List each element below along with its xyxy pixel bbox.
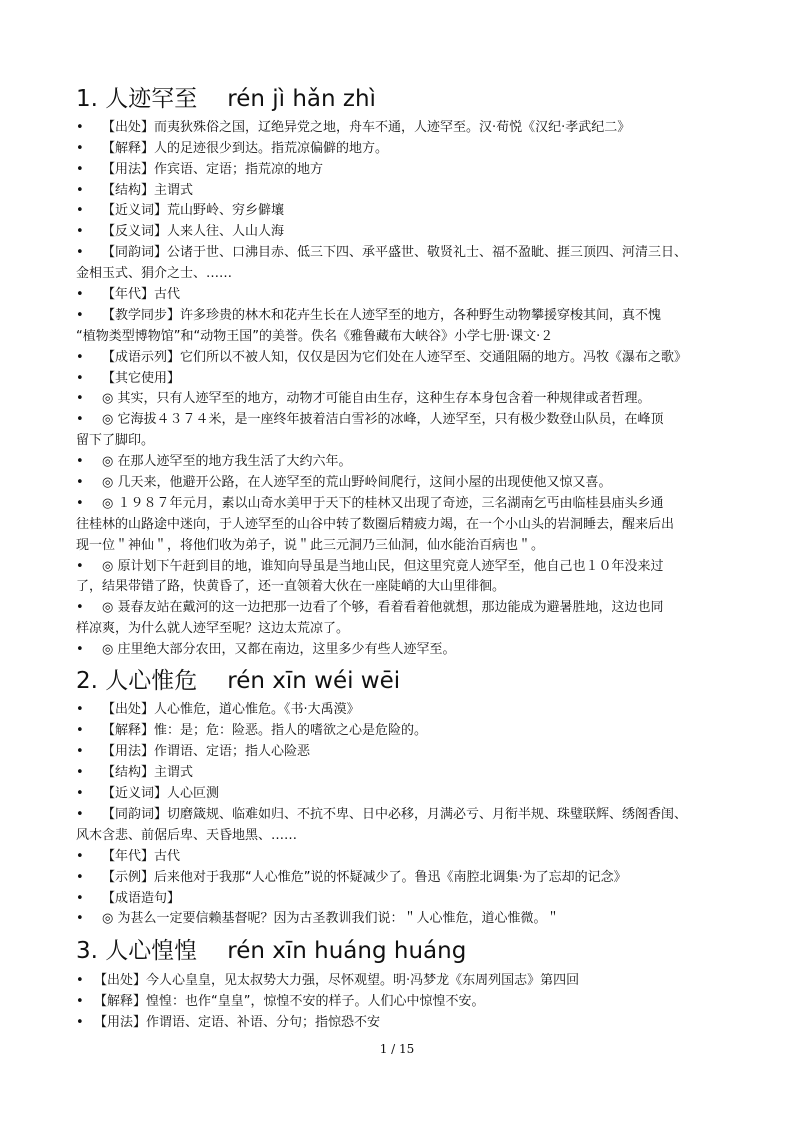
- entry-heading: [76, 666, 400, 696]
- list-item: • 【其它使用】: [76, 371, 181, 386]
- list-item: • ◎ １９８７年元月，素以山奇水美甲于天下的桂林又出现了奇迹，三名湖南乞丐由临桂县庙头乡通: [76, 496, 664, 511]
- list-item: • 【解释】惟：是；危：险恶。指人的嗜欲之心是危险的。: [76, 723, 428, 738]
- list-item: • ◎ 庄里绝大部分农田，又都在南边，这里多少有些人迹罕至。: [76, 642, 456, 657]
- page-number: 1 / 15: [379, 1042, 415, 1056]
- list-item: • ◎ 聂春友站在戴河的这一边把那一边看了个够，看着看着他就想，那边能成为避暑胜地，这边也同: [76, 600, 664, 615]
- list-item: • 【用法】作谓语、定语；指人心险恶: [76, 744, 311, 759]
- list-item-continuation: 现一位＂神仙＂，将他们收为弟子，说＂此三元洞乃三仙洞，仙水能治百病也＂。: [76, 538, 545, 553]
- list-item: • 【近义词】荒山野岭、穷乡僻壤: [76, 203, 285, 218]
- list-item: • 【成语示列】它们所以不被人知，仅仅是因为它们处在人迹罕至、交通阻隔的地方。冯牧《瀑布之歌》: [76, 350, 688, 365]
- entry-pinyin: rén xīn huáng huáng: [227, 938, 467, 964]
- list-item: • 【解释】惶惶：也作“皇皇”，惊惶不安的样子。人们心中惊惶不安。: [76, 994, 485, 1009]
- list-item-continuation: 留下了脚印。: [76, 433, 155, 448]
- list-item-continuation: 金相玉式、狷介之士、……: [76, 266, 233, 281]
- list-item: • ◎ 它海拔４３７４米，是一座终年披着洁白雪衫的冰峰，人迹罕至，只有极少数登山队员，在峰顶: [76, 412, 664, 427]
- list-item: • 【出处】今人心皇皇，见太叔势大力强，尽怀观望。明·冯梦龙《东周列国志》第四回: [76, 973, 580, 988]
- list-item: • 【出处】而夷狄殊俗之国，辽绝异党之地，舟车不通，人迹罕至。汉·荀悦《汉纪·孝武纪二》: [76, 120, 631, 135]
- list-item: • ◎ 在那人迹罕至的地方我生活了大约六年。: [76, 454, 352, 469]
- list-item: • 【示例】后来他对于我那“人心惟危”说的怀疑减少了。鲁迅《南腔北调集·为了忘却的记念》: [76, 870, 627, 885]
- list-item: • 【解释】人的足迹很少到达。指荒凉偏僻的地方。: [76, 141, 389, 156]
- list-item-continuation: 往桂林的山路途中迷向，于人迹罕至的山谷中转了数圈后精疲力竭，在一个小山头的岩洞睡去，醒来后出: [76, 517, 675, 532]
- list-item: • 【用法】作宾语、定语；指荒凉的地方: [76, 162, 324, 177]
- entry-title: 1. 人迹罕至: [76, 86, 198, 112]
- entry-title: 2. 人心惟危: [76, 668, 198, 694]
- list-item: • ◎ 原计划下午赶到目的地，谁知向导虽是当地山民，但这里究竟人迹罕至，他自己也１０年没来过: [76, 559, 664, 574]
- entry-heading: [76, 936, 466, 966]
- list-item: • 【年代】古代: [76, 849, 181, 864]
- list-item: • 【同韵词】切磨箴规、临难如归、不抗不卑、日中必移，月满必亏、月衔半规、珠璧联辉、绣阁香闺、: [76, 807, 688, 822]
- list-item: • 【出处】人心惟危，道心惟危。《书·大禹漠》: [76, 702, 360, 717]
- entry-pinyin: rén jì hǎn zhì: [227, 86, 376, 112]
- entry-pinyin: rén xīn wéi wēi: [227, 668, 401, 694]
- list-item: • 【反义词】人来人往、人山人海: [76, 224, 285, 239]
- list-item: • 【近义词】人心叵测: [76, 786, 220, 801]
- entry-title: 3. 人心惶惶: [76, 938, 198, 964]
- list-item: • 【教学同步】许多珍贵的林木和花卉生长在人迹罕至的地方，各种野生动物攀援穿梭其间，真不愧: [76, 308, 662, 323]
- list-item: • 【同韵词】公诸于世、口沸目赤、低三下四、承平盛世、敬贤礼士、福不盈眦、捱三顶四、河清三日、: [76, 245, 688, 260]
- list-item-continuation: 样凉爽，为什么就人迹罕至呢？这边太荒凉了。: [76, 621, 350, 636]
- list-item: • ◎ 为甚么一定要信赖基督呢？因为古圣教训我们说：＂人心惟危，道心惟微。＂: [76, 911, 560, 926]
- entry-heading: [76, 84, 376, 114]
- list-item-continuation: 了，结果带错了路，快黄昏了，还一直领着大伙在一座陡峭的大山里徘徊。: [76, 579, 506, 594]
- list-item: • 【结构】主谓式: [76, 183, 194, 198]
- list-item-continuation: 风木含悲、前倨后卑、天昏地黑、……: [76, 828, 298, 843]
- list-item: • 【结构】主谓式: [76, 765, 194, 780]
- list-item: • ◎ 其实，只有人迹罕至的地方，动物才可能自由生存，这种生存本身包含着一种规律或者哲理。: [76, 391, 651, 406]
- list-item: • 【年代】古代: [76, 287, 181, 302]
- list-item: • 【用法】作谓语、定语、补语、分句；指惊恐不安: [76, 1015, 381, 1030]
- list-item: • ◎ 几天来，他避开公路，在人迹罕至的荒山野岭间爬行，这间小屋的出现使他又惊又喜。: [76, 475, 612, 490]
- list-item: • 【成语造句】: [76, 891, 181, 906]
- list-item-continuation: “植物类型博物馆”和“动物王国”的美誉。佚名《雅鲁藏布大峡谷》小学七册·课文·２: [76, 329, 554, 344]
